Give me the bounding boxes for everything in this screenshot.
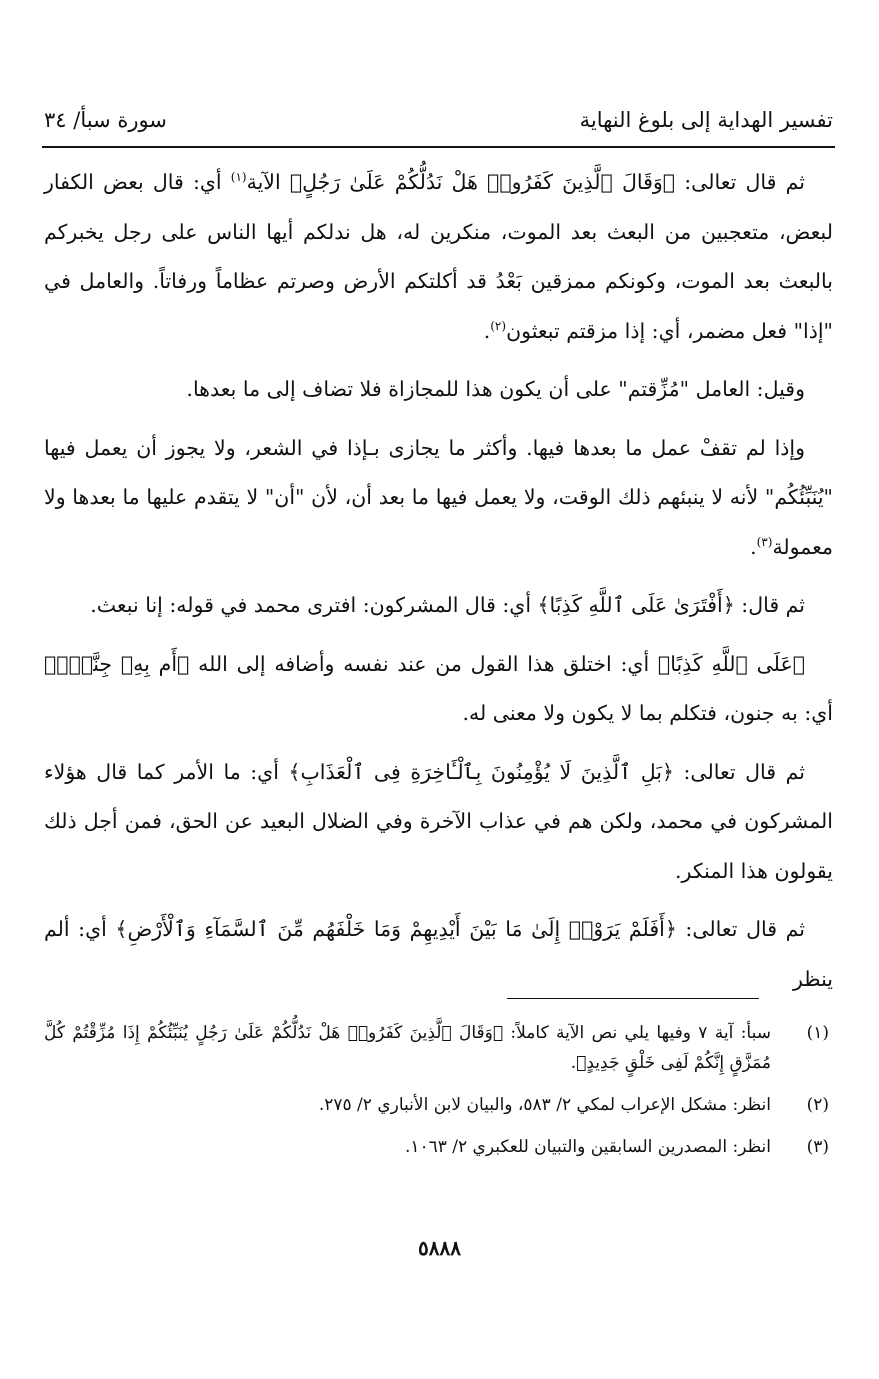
paragraph: ﴿عَلَى ٱللَّهِ كَذِبًا﴾ أي: اختلق هذا القول من عند نفسه وأضافه إلى الله ﴿أَم بِهِۦ جِنَّةٌۢ﴾ أي: به جنون، فتكلم بما لا يكون ولا معنى له. bbox=[44, 651, 833, 725]
footnote-ref[interactable]: (١) bbox=[230, 170, 247, 185]
page-header bbox=[44, 100, 833, 140]
footnote-text: انظر: المصدرين السابقين والتبيان للعكبري ٢/ ١٠٦٣. bbox=[404, 1137, 771, 1157]
paragraph bbox=[44, 158, 833, 356]
paragraph-text: أي: قال بعض الكفار لبعض، متعجبين من البعث بعد الموت، منكرين له، هل ندلكم أيها الناس على رجل يخبركم بالبعث بعد الموت، وكونكم ممزقين بَعْدُ قد أكلتكم الأرض وصرتم عظاماً ورفاتاً. والعامل في "إذا" فعل مضمر، أي: إذا مزقتم تبعثون bbox=[44, 170, 833, 343]
paragraph: ثم قال: ﴿أَفْتَرَىٰ عَلَى ٱللَّهِ كَذِبًا﴾ أي: قال المشركون: افترى محمد في قوله: إنا نبعث. bbox=[90, 593, 805, 617]
book-title: تفسير الهداية إلى بلوغ النهاية bbox=[579, 108, 833, 132]
page-number: ٥٨٨٨ bbox=[418, 1236, 461, 1260]
paragraph-text: ثم قال تعالى: ﴿وَقَالَ ٱلَّذِينَ كَفَرُوا۟ هَلْ نَدُلُّكُمْ عَلَىٰ رَجُلٍ﴾ الآية bbox=[246, 170, 805, 194]
footnote-number: (١) bbox=[806, 1023, 829, 1043]
footnote-item bbox=[44, 1090, 833, 1120]
footnote-ref[interactable]: (٣) bbox=[756, 534, 773, 549]
footnote-item bbox=[44, 1132, 833, 1162]
paragraph-text: . bbox=[750, 534, 757, 559]
paragraph: ثم قال تعالى: ﴿بَلِ ٱلَّذِينَ لَا يُؤْمِنُونَ بِٱلْـَٔاخِرَةِ فِى ٱلْعَذَابِ﴾ أي: ما الأمر كما قال هؤلاء المشركون في محمد، ولكن هم في عذاب الآخرة وفي الضلال البعيد عن الحق، فمن أجل ذلك يقولون هذا المنكر. bbox=[44, 759, 833, 883]
main-text bbox=[44, 158, 833, 1013]
paragraph-text: وإذا لم تقفْ عمل ما بعدها فيها. وأكثر ما يجازى بـإذا في الشعر، ولا يجوز أن يعمل فيها "يُنَبِّئُكُم" لأنه لا ينبئهم ذلك الوقت، ولا يعمل فيها ما بعد أن، لأن "أن" لا يتقدم عليها ما بعدها ولا معمولة bbox=[44, 435, 833, 559]
footnote-text: انظر: مشكل الإعراب لمكي ٢/ ٥٨٣، والبيان لابن الأنباري ٢/ ٢٧٥. bbox=[318, 1095, 771, 1115]
surah-info: سورة سبأ/ ٣٤ bbox=[44, 108, 167, 132]
paragraph: ثم قال تعالى: ﴿أَفَلَمْ يَرَوْا۟ إِلَىٰ مَا بَيْنَ أَيْدِيهِمْ وَمَا خَلْفَهُم مِّنَ ٱلسَّمَآءِ وَٱلْأَرْضِ﴾ أي: ألم ينظر bbox=[44, 917, 833, 991]
footnote-number: (٢) bbox=[806, 1095, 829, 1115]
footnote-ref[interactable]: (٢) bbox=[490, 318, 507, 333]
paragraph: وقيل: العامل "مُزِّقتم" على أن يكون هذا للمجازاة فلا تضاف إلى ما بعدها. bbox=[186, 377, 805, 401]
header-divider bbox=[42, 146, 835, 148]
footnote-divider bbox=[507, 998, 759, 999]
footnote-item bbox=[44, 1018, 833, 1078]
footnote-number: (٣) bbox=[806, 1137, 829, 1157]
footnotes bbox=[44, 1018, 833, 1174]
paragraph-text: . bbox=[483, 318, 491, 343]
paragraph bbox=[44, 424, 833, 573]
footnote-text: سبأ: آية ٧ وفيها يلي نص الآية كاملاً: ﴿وَقَالَ ٱلَّذِينَ كَفَرُوا۟ هَلْ نَدُلُّكُمْ عَلَىٰ رَجُلٍ يُنَبِّئُكُمْ إِذَا مُزِّقْتُمْ كُلَّ مُمَزَّقٍ إِنَّكُمْ لَفِى خَلْقٍ جَدِيدٍ﴾. bbox=[44, 1023, 771, 1073]
